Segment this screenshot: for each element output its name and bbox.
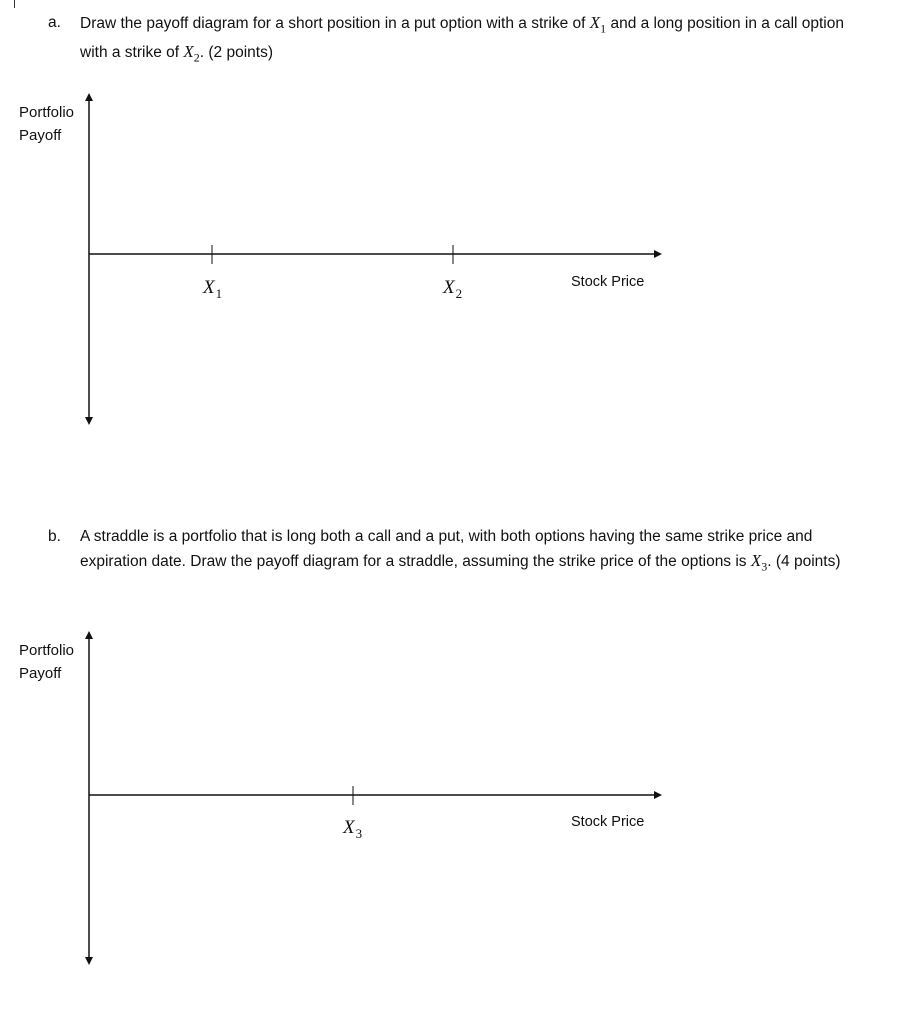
- chart-a-tick-label-x2: $X_2$: [443, 277, 463, 301]
- question-b-text-part2: . (4 points): [767, 553, 841, 570]
- chart-a-xlabel: Stock Price: [571, 274, 645, 290]
- chart-b-y-arrow-up: [85, 631, 93, 639]
- chart-b-ylabel-line1: Portfolio: [19, 642, 75, 659]
- chart-b-ylabel: [19, 639, 89, 685]
- chart-b-y-arrow-down: [85, 957, 93, 965]
- question-a-letter: a.: [48, 14, 61, 31]
- question-b-text: [80, 525, 860, 578]
- chart-a-ylabel-line2: Payoff: [19, 127, 62, 144]
- question-b-var: $X_3$: [750, 551, 768, 574]
- chart-a-y-arrow-up: [85, 93, 93, 101]
- chart-a-ylabel-line1: Portfolio: [19, 104, 75, 121]
- chart-a-x-arrow: [654, 250, 662, 258]
- question-a-var1: $X_1$: [589, 13, 607, 36]
- question-a-var2: $X_2$: [183, 42, 200, 65]
- question-a-text-part3: . (2 points): [199, 44, 273, 62]
- question-b-text-part1: A straddle is a portfolio that is long both a call and a put, with both options having the same strike price and expiration date. Draw the payoff diagram for a straddle, assuming the strike price of the options is: [80, 528, 813, 570]
- chart-b-ylabel-line2: Payoff: [19, 665, 62, 682]
- question-a-text-part2: and a long position in a call option with a strike of: [80, 15, 844, 62]
- chart-b-xlabel: Stock Price: [571, 814, 645, 830]
- question-b-letter: b.: [48, 528, 61, 545]
- chart-b-x-arrow: [654, 791, 662, 799]
- question-a-text-part1: Draw the payoff diagram for a short position in a put option with a strike of: [80, 15, 590, 32]
- chart-a-tick-label-x1: $X_1$: [203, 277, 223, 301]
- chart-a-y-arrow-down: [85, 417, 93, 425]
- chart-b-tick-label-x3: $X_3$: [343, 817, 363, 841]
- question-b: [48, 525, 868, 600]
